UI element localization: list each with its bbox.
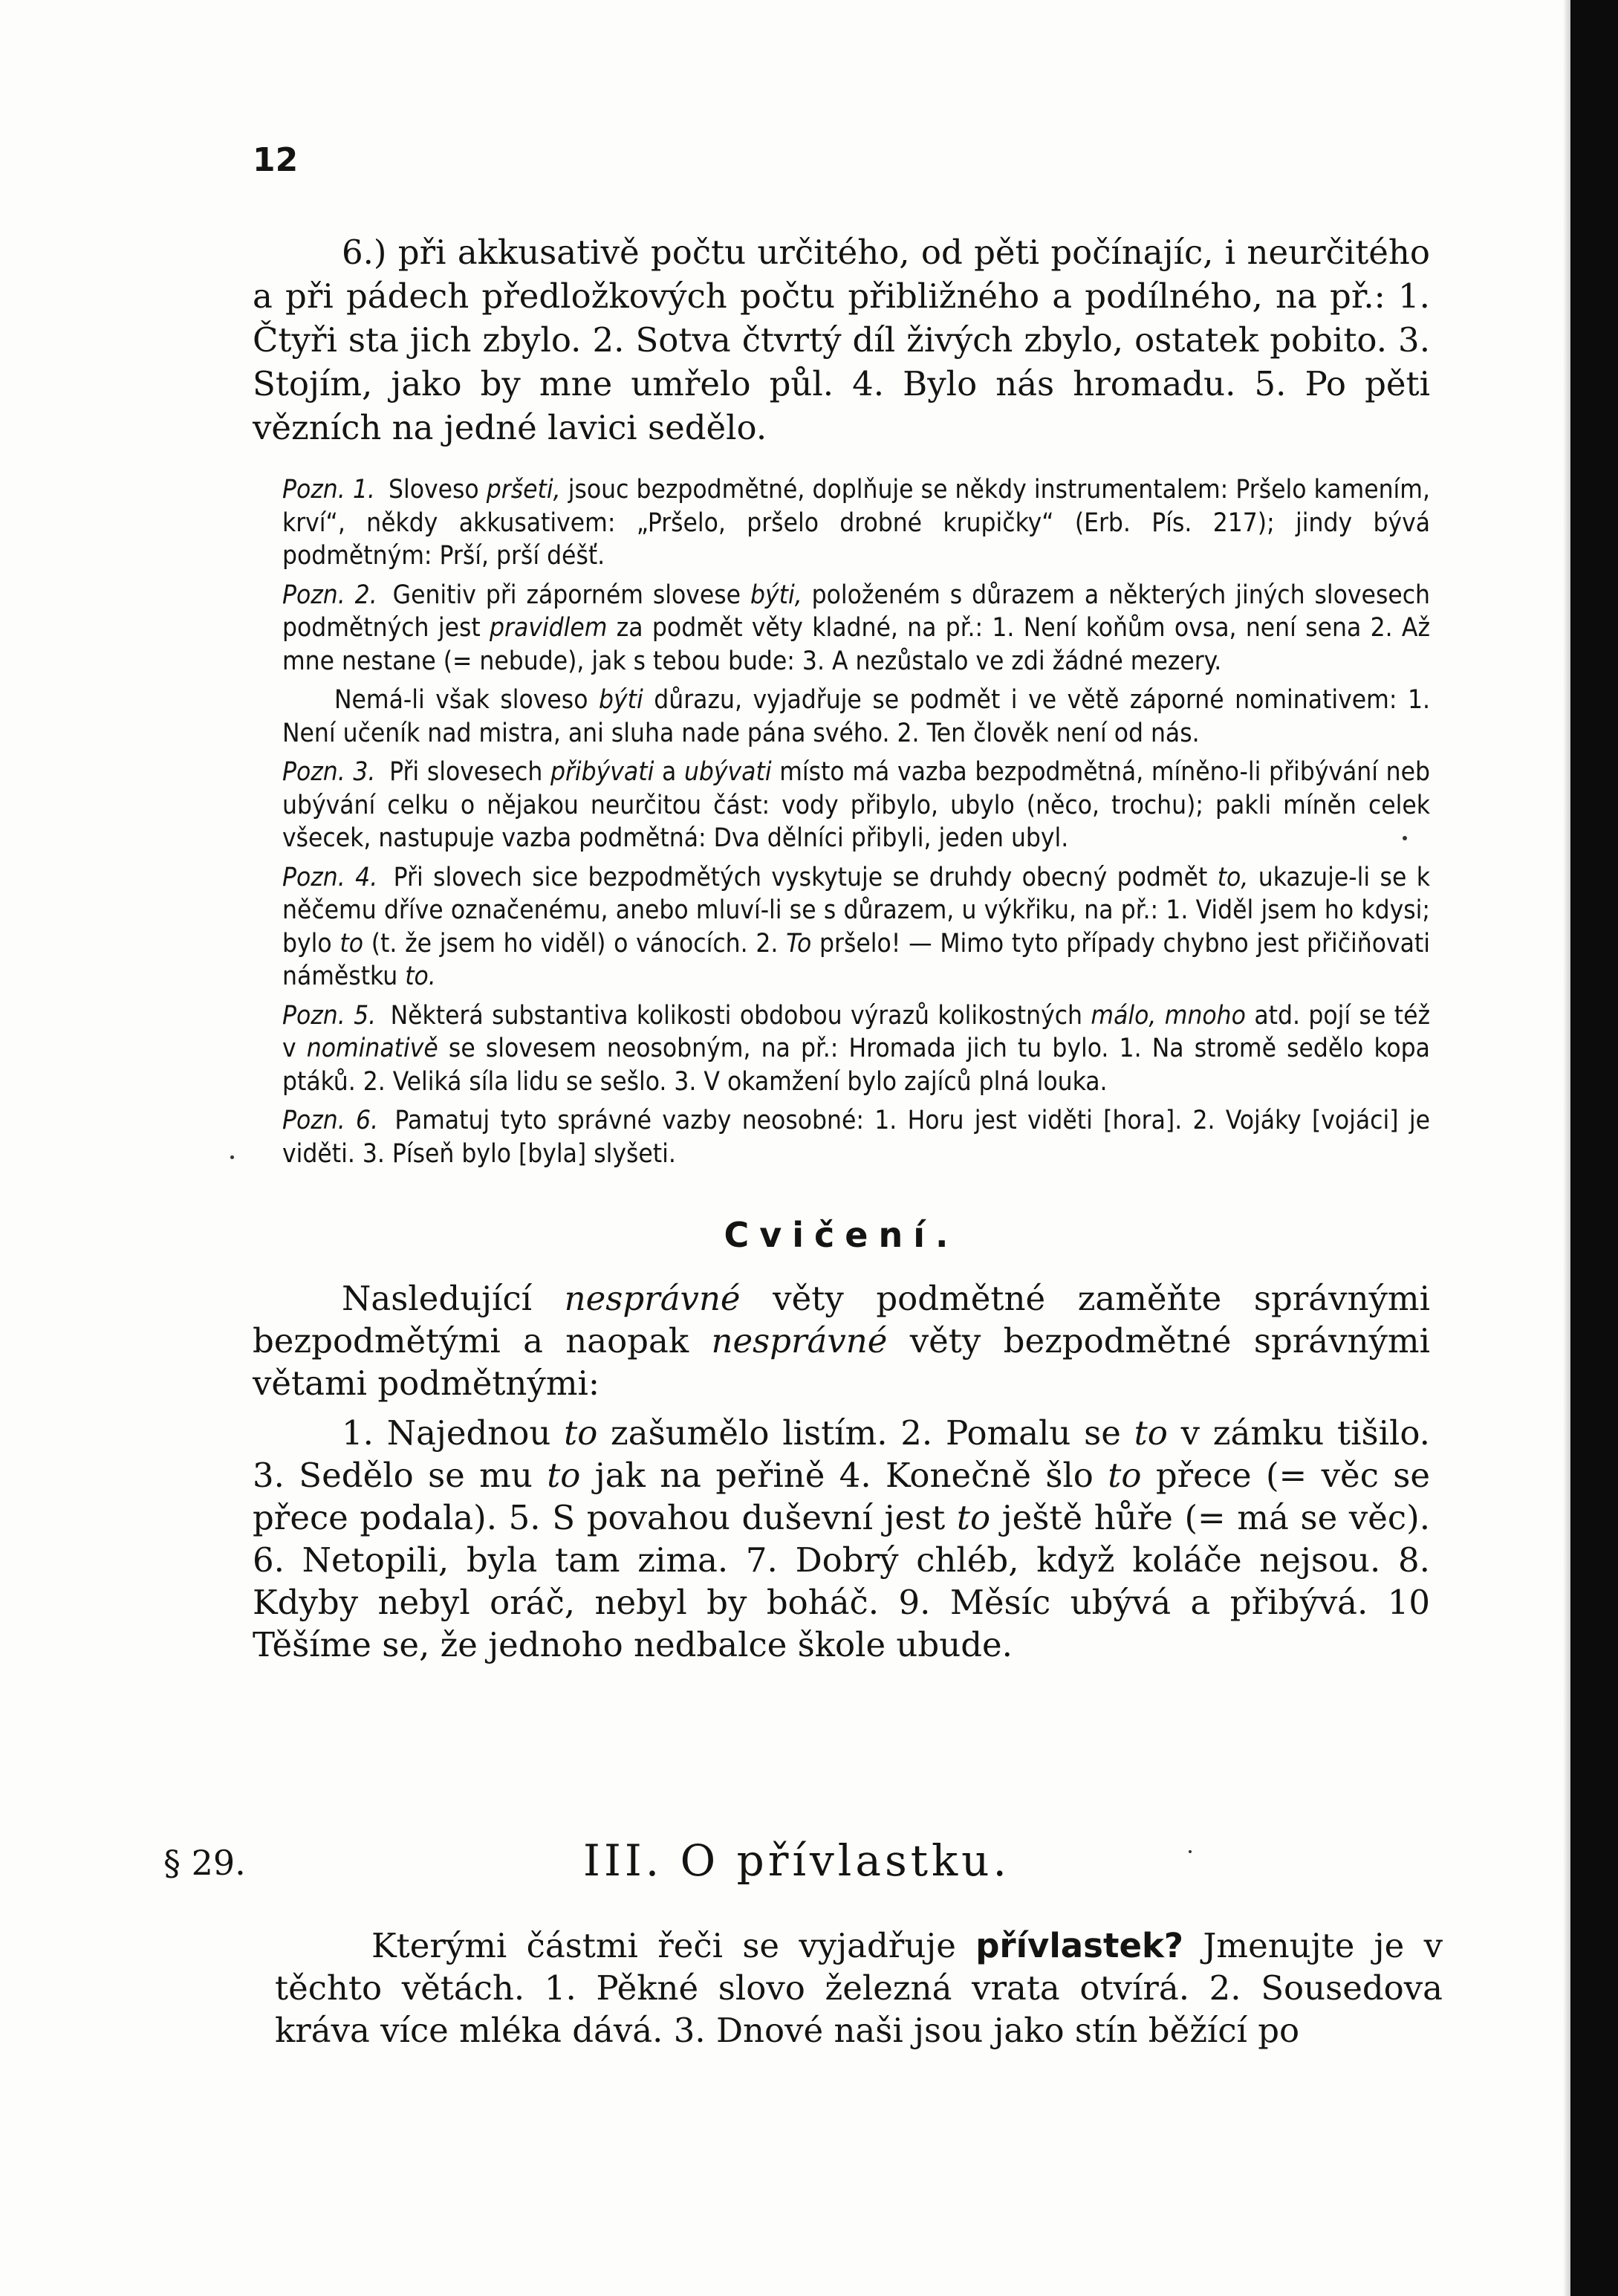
note-body: [282, 580, 1430, 676]
note-5: [253, 999, 1430, 1099]
scan-speck: [1189, 1850, 1192, 1853]
scan-speck: [230, 1155, 234, 1159]
italic-term: býti: [599, 685, 643, 715]
note-label: Pozn. 3.: [282, 757, 376, 787]
note-body: [282, 757, 1430, 853]
italic-term: to: [1134, 1413, 1168, 1453]
text-run: 1. Najednou: [342, 1413, 565, 1453]
text-run: Při slovesech: [381, 757, 550, 787]
italic-term: nesprávné: [564, 1279, 741, 1318]
text-run: přece (= věc se přece podala). 5. S povahou duševní jest: [253, 1456, 1430, 1537]
scan-shadow: [1563, 0, 1570, 2296]
text-run: věty bezpodmětné správnými větami podmětnými:: [253, 1321, 1430, 1403]
note-body: [282, 1106, 1430, 1169]
italic-term: býti,: [750, 580, 802, 610]
text-run: se slovesem neosobným, na př.: Hromada jich tu bylo. 1. Na stromě sedělo kopa ptáků. 2. Veliká síla lidu se sešlo. 3. V okamžení bylo zajíců plná louka.: [282, 1034, 1430, 1097]
text-run: Pamatuj tyto správné vazby neosobné: 1. Horu jest viděti [hora]. 2. Vojáky [vojáci] je viděti. 3. Píseň bylo [byla] slyšeti.: [282, 1106, 1430, 1169]
note-6: [253, 1104, 1430, 1170]
text-run: pršelo! — Mimo tyto případy chybno jest přičiňovati náměstku: [282, 928, 1430, 991]
italic-term: To: [786, 928, 812, 959]
exercise-sentences: [253, 1412, 1430, 1666]
text-run: Při slovech sice bezpodmětých vyskytuje se druhdy obecný podmět: [383, 862, 1218, 892]
italic-term: pravidlem: [490, 613, 608, 643]
notes-section: [253, 473, 1430, 1170]
note-label: Pozn. 6.: [282, 1106, 379, 1135]
final-text-start: Kterými částmi řeči se vyjadřuje: [371, 1926, 976, 1965]
note-body: [282, 863, 1430, 992]
section-number: § 29.: [163, 1843, 246, 1883]
italic-term: to.: [405, 961, 436, 991]
text-run: atd. pojí se též v: [282, 1000, 1430, 1063]
exercise-heading: Cvičení.: [724, 1215, 959, 1255]
text-run: věty podmětné zaměňte správnými bezpodmětými a naopak: [253, 1279, 1430, 1361]
text-run: Nasledující: [342, 1279, 565, 1318]
section-title: III. O přívlastku.: [583, 1835, 1010, 1886]
text-run: jak na peřině 4. Konečně šlo: [580, 1456, 1108, 1495]
text-run: Sloveso: [380, 475, 487, 505]
italic-term: to: [564, 1413, 598, 1453]
text-run: ukazuje-li se k něčemu dříve označenému, anebo mluví-li se s důrazem, u výkřiku, na př.: 1. Viděl jsem ho kdysi; bylo: [282, 862, 1430, 959]
text-run: za podmět věty kladné, na př.: 1. Není koňům ovsa, není sena 2. Až mne nestane (= nebude), jak s tebou bude: 3. A nezůstalo ve zdi žádné mezery.: [282, 613, 1430, 676]
text-run: místo má vazba bezpodmětná, míněno-li přibývání neb ubývání celku o nějakou neurčitou část: vody přibylo, ubylo (něco, trochu); pakli míněn celek všecek, nastupuje vazba podmětná: Dva dělníci přibyli, jeden ubyl.: [282, 757, 1430, 853]
page-number: 12: [253, 141, 299, 179]
page-content: [253, 230, 1430, 1666]
exercise-instruction: [253, 1277, 1430, 1404]
note-label: Pozn. 1.: [282, 475, 375, 505]
italic-term: nesprávné: [711, 1321, 888, 1361]
text-run: Genitiv při záporném slovese: [383, 580, 750, 610]
italic-term: přibývati: [550, 757, 654, 787]
scan-border: [1570, 0, 1618, 2296]
text-run: položeném s důrazem a některých jiných slovesech podmětných jest: [282, 580, 1431, 643]
note-2: [253, 579, 1430, 678]
note-2-continuation: [253, 684, 1430, 750]
italic-term: nominativě: [306, 1034, 438, 1063]
text-run: zašumělo listím. 2. Pomalu se: [597, 1413, 1134, 1453]
scan-speck: [1403, 836, 1407, 840]
text-run: jsouc bezpodmětné, doplňuje se někdy instrumentalem: Pršelo kamením, krví“, někdy akkusativem: „Pršelo, pršelo drobné krupičky“ (Erb. Pís. 217); jindy bývá podmětným: Prší, prší déšť.: [282, 475, 1430, 571]
note-label: Pozn. 5.: [282, 1000, 377, 1031]
italic-term: málo, mnoho: [1091, 1000, 1246, 1031]
note-4: [253, 861, 1430, 993]
italic-term: to: [339, 928, 363, 959]
italic-term: to: [956, 1498, 991, 1537]
note-1: [253, 473, 1430, 573]
note-label: Pozn. 4.: [282, 862, 378, 892]
italic-term: to: [1108, 1456, 1142, 1495]
final-paragraph: [275, 1924, 1443, 2052]
note-label: Pozn. 2.: [282, 580, 377, 610]
text-run: a: [654, 757, 684, 787]
text-run: Některá substantiva kolikosti obdobou výrazů kolikostných: [382, 1000, 1091, 1031]
highlighted-term: přívlastek?: [975, 1926, 1184, 1965]
main-paragraph: 6.) při akkusativě počtu určitého, od pěti počínajíc, i neurčitého a při pádech předložkových počtu přibližného a podílného, na př.: 1. Čtyři sta jich zbylo. 2. Sotva čtvrtý díl živých zbylo, ostatek pobito. 3. Stojím, jako by mne umřelo půl. 4. Bylo nás hromadu. 5. Po pěti vězních na jedné lavici sedělo.: [253, 233, 1430, 447]
text-run: ještě hůře (= má se věc). 6. Netopili, byla tam zima. 7. Dobrý chléb, když koláče nejsou. 8. Kdyby nebyl oráč, nebyl by boháč. 9. Měsíc ubývá a přibývá. 10 Těšíme se, že jednoho nedbalce škole ubude.: [253, 1498, 1430, 1664]
note-body: [282, 475, 1430, 571]
note-body: [282, 1001, 1430, 1097]
text-run: Nemá-li však sloveso: [334, 685, 600, 715]
final-text-end: Jmenujte je v těchto větách. 1. Pěkné slovo železná vrata otvírá. 2. Sousedova kráva více mléka dává. 3. Dnové naši jsou jako stín běžící po: [275, 1926, 1443, 2050]
italic-term: pršeti,: [486, 475, 561, 505]
italic-term: ubývati: [683, 757, 772, 787]
italic-term: to,: [1217, 862, 1249, 892]
section-header: [163, 1835, 1430, 1895]
text-run: v zámku tišilo. 3. Sedělo se mu: [253, 1413, 1430, 1495]
italic-term: to: [547, 1456, 581, 1495]
note-3: [253, 756, 1430, 855]
text-run: důrazu, vyjadřuje se podmět i ve větě záporné nominativem: 1. Není učeník nad mistra, ani sluha nade pána svého. 2. Ten člověk není od nás.: [282, 685, 1430, 748]
text-run: (t. že jsem ho viděl) o vánocích. 2.: [363, 928, 787, 959]
